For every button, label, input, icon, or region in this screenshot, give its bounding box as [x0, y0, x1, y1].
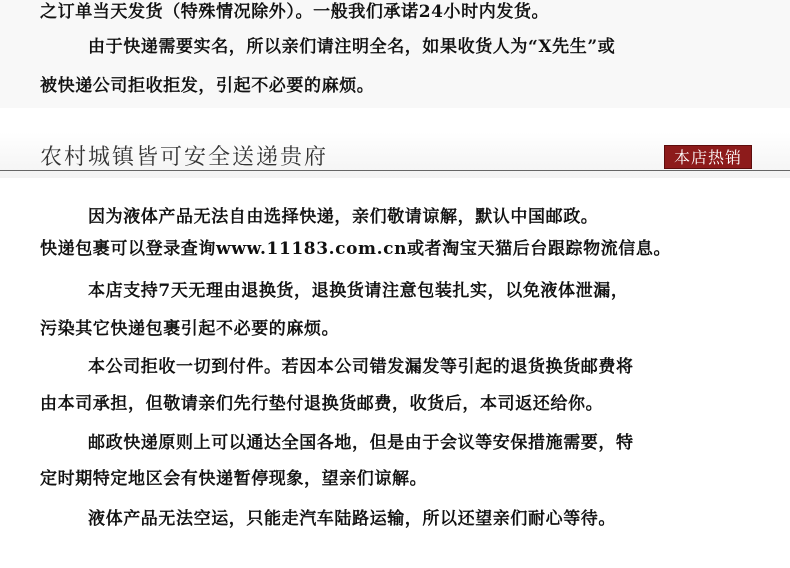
hot-sale-tag[interactable]: 本店热销: [664, 145, 752, 169]
body-p1-line-2: 快递包裹可以登录查询www.11183.com.cn或者淘宝天猫后台跟踪物流信息。: [40, 239, 672, 259]
body-p3-line-2: 由本司承担，但敬请亲们先行垫付退换货邮费，收货后，本司返还给你。: [40, 394, 604, 414]
intro-line-2: 由于快递需要实名，所以亲们请注明全名，如果收货人为“X先生”或: [88, 37, 616, 57]
body-p4-line-2: 定时期特定地区会有快递暂停现象，望亲们谅解。: [40, 469, 428, 489]
heading-divider: [0, 170, 790, 171]
body-p4-line-1: 邮政快递原则上可以通达全国各地，但是由于会议等安保措施需要，特: [88, 433, 634, 453]
body-p2-line-1: 本店支持7天无理由退换货，退换货请注意包装扎实，以免液体泄漏，: [88, 281, 629, 301]
intro-line-1: 之订单当天发货（特殊情况除外）。一般我们承诺24小时内发货。: [40, 2, 550, 22]
section-title: 农村城镇皆可安全送递贵府: [40, 145, 329, 170]
intro-line-3: 被快递公司拒收拒发，引起不必要的麻烦。: [40, 76, 375, 96]
body-p3-line-1: 本公司拒收一切到付件。若因本公司错发漏发等引起的退货换货邮费将: [88, 357, 634, 377]
body-p1-line-1: 因为液体产品无法自由选择快递，亲们敬请谅解，默认中国邮政。: [88, 207, 599, 227]
body-p2-line-2: 污染其它快递包裹引起不必要的麻烦。: [40, 319, 340, 339]
body-p5-line-1: 液体产品无法空运，只能走汽车陆路运输，所以还望亲们耐心等待。: [88, 509, 616, 529]
